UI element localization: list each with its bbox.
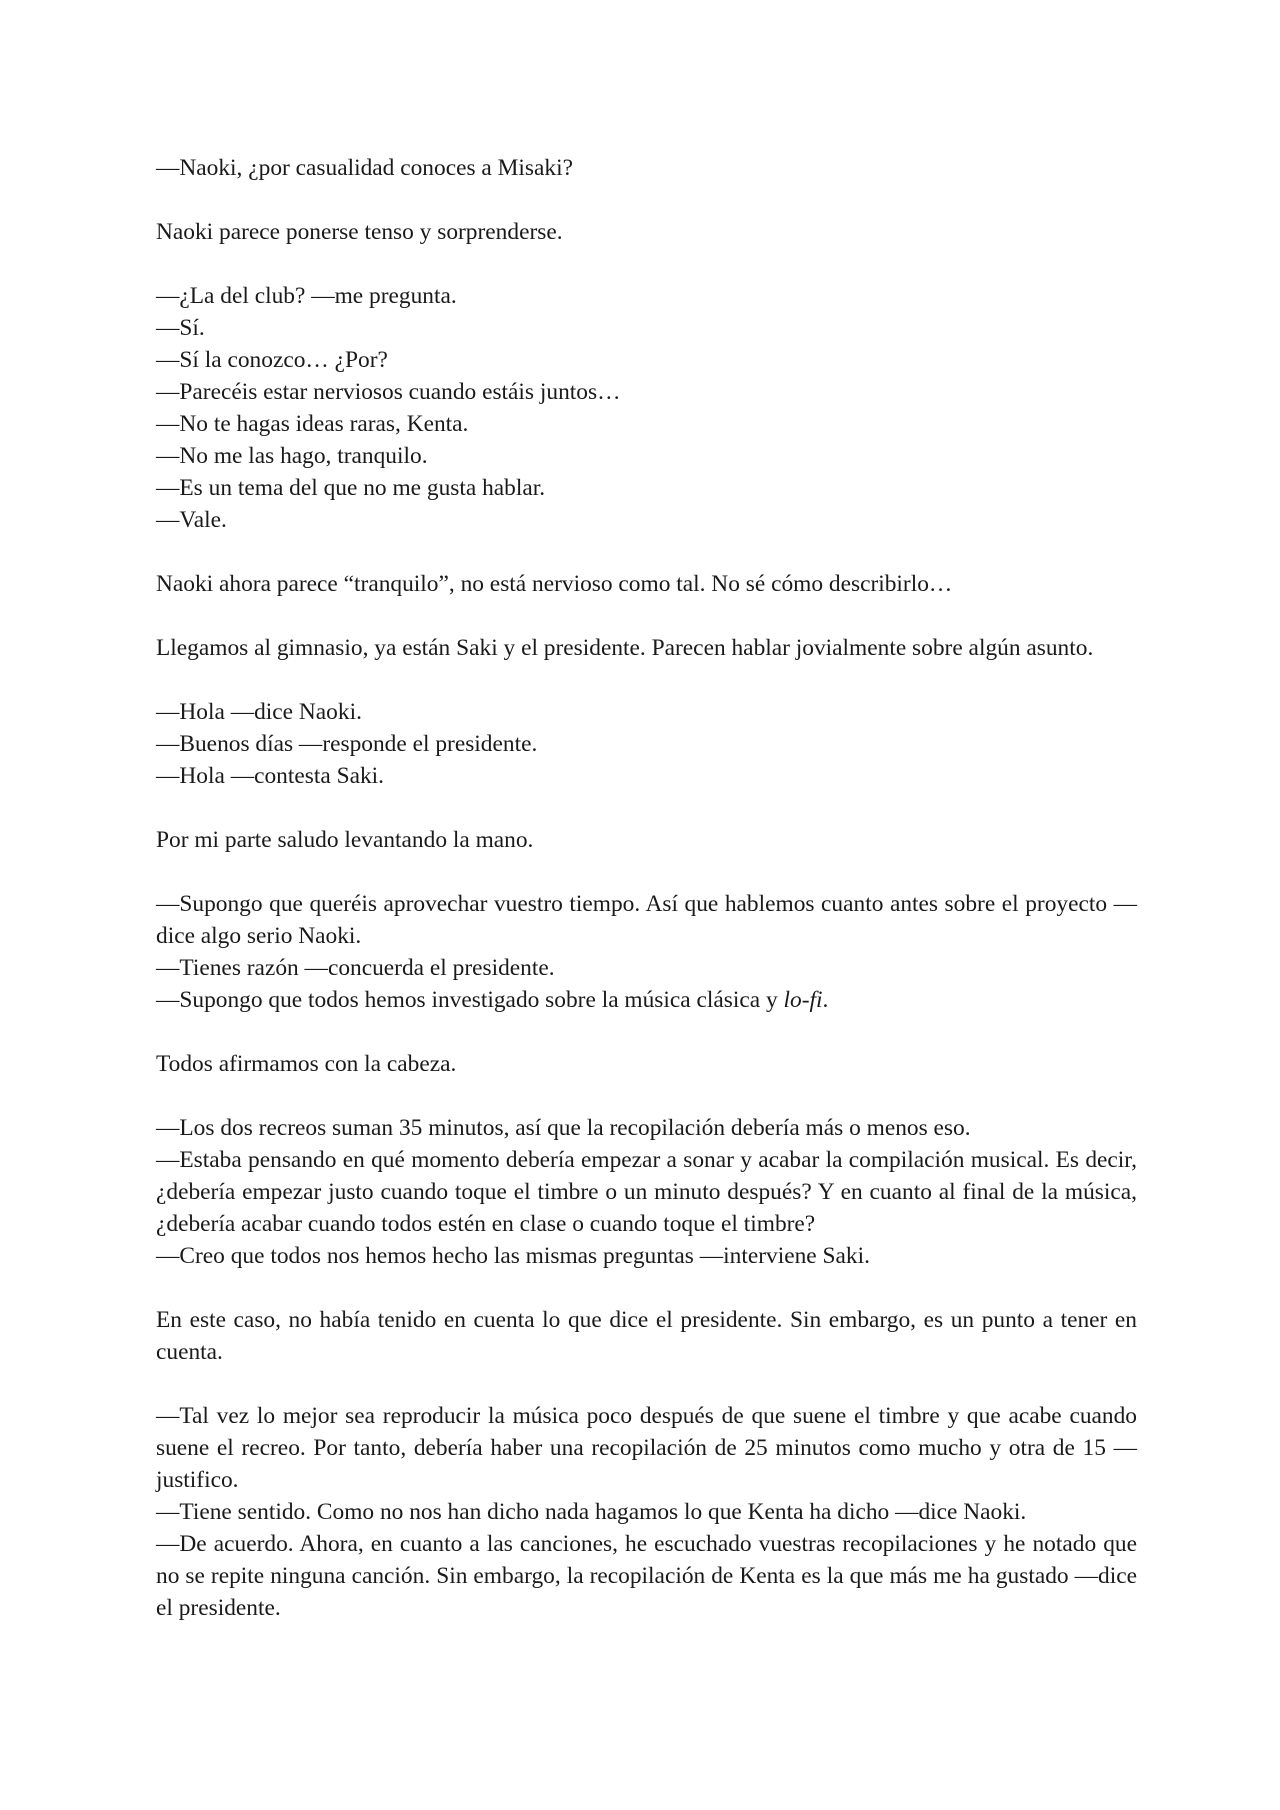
text-line: Por mi parte saludo levantando la mano.: [156, 827, 534, 853]
text-line: —Tienes razón —concuerda el presidente.: [156, 955, 555, 981]
paragraph: En este caso, no había tenido en cuenta lo que dice el presidente. Sin embargo, es un punto a tener en cuenta.: [156, 1307, 1137, 1365]
text-block: [156, 216, 1137, 248]
paragraph: Llegamos al gimnasio, ya están Saki y el presidente. Parecen hablar jovialmente sobre algún asunto.: [156, 635, 1094, 661]
paragraph: —Estaba pensando en qué momento debería empezar a sonar y acabar la compilación musical. Es decir, ¿debería empezar justo cuando toque el timbre o un minuto después? Y en cuanto al final de la música, ¿debería acabar cuando todos estén en clase o cuando toque el timbre?: [156, 1147, 1137, 1237]
text-block: [156, 280, 1137, 536]
paragraph: —Supongo que queréis aprovechar vuestro tiempo. Así que hablemos cuanto antes sobre el proyecto —dice algo serio Naoki.: [156, 891, 1137, 949]
text-line: —No me las hago, tranquilo.: [156, 443, 428, 469]
text-block: [156, 824, 1137, 856]
text-block: [156, 1112, 1137, 1272]
text-block: [156, 632, 1137, 664]
text-line: —Los dos recreos suman 35 minutos, así que la recopilación debería más o menos eso.: [156, 1115, 971, 1141]
text-line: [156, 984, 1137, 1016]
italic-term: lo-fi: [783, 987, 823, 1013]
text-line: —Naoki, ¿por casualidad conoces a Misaki?: [156, 155, 573, 181]
text-line: —¿La del club? —me pregunta.: [156, 283, 457, 309]
text-line: Todos afirmamos con la cabeza.: [156, 1051, 457, 1077]
text-block: [156, 1400, 1137, 1624]
text-line: —Es un tema del que no me gusta hablar.: [156, 475, 546, 501]
text-line: —Parecéis estar nerviosos cuando estáis juntos…: [156, 379, 621, 405]
line-end: .: [822, 987, 829, 1013]
text-line: Naoki ahora parece “tranquilo”, no está nervioso como tal. No sé cómo describirlo…: [156, 571, 953, 597]
text-line: —Sí la conozco… ¿Por?: [156, 347, 388, 373]
text-line: —Tiene sentido. Como no nos han dicho nada hagamos lo que Kenta ha dicho —dice Naoki.: [156, 1499, 1027, 1525]
text-block: [156, 1304, 1137, 1368]
text-line: —Creo que todos nos hemos hecho las mismas preguntas —interviene Saki.: [156, 1243, 870, 1269]
text-line: —Vale.: [156, 507, 227, 533]
text-line: —Buenos días —responde el presidente.: [156, 731, 538, 757]
paragraph: —De acuerdo. Ahora, en cuanto a las canciones, he escuchado vuestras recopilaciones y he notado que no se repite ninguna canción. Sin embargo, la recopilación de Kenta es la que más me ha gustado —dice el presidente.: [156, 1531, 1137, 1621]
line-text: —Supongo que todos hemos investigado sobre la música clásica y: [156, 987, 784, 1013]
text-block: [156, 888, 1137, 1016]
text-block: [156, 152, 1137, 184]
text-block: [156, 696, 1137, 792]
text-line: —No te hagas ideas raras, Kenta.: [156, 411, 469, 437]
text-line: —Hola —contesta Saki.: [156, 763, 385, 789]
text-line: —Hola —dice Naoki.: [156, 699, 362, 725]
text-line: —Sí.: [156, 315, 205, 341]
document-page: [156, 152, 1137, 1656]
paragraph: —Tal vez lo mejor sea reproducir la música poco después de que suene el timbre y que acabe cuando suene el recreo. Por tanto, debería haber una recopilación de 25 minutos como mucho y otra de 15 —justifico.: [156, 1403, 1137, 1493]
text-block: [156, 1048, 1137, 1080]
text-block: [156, 568, 1137, 600]
text-line: Naoki parece ponerse tenso y sorprenderse.: [156, 219, 563, 245]
